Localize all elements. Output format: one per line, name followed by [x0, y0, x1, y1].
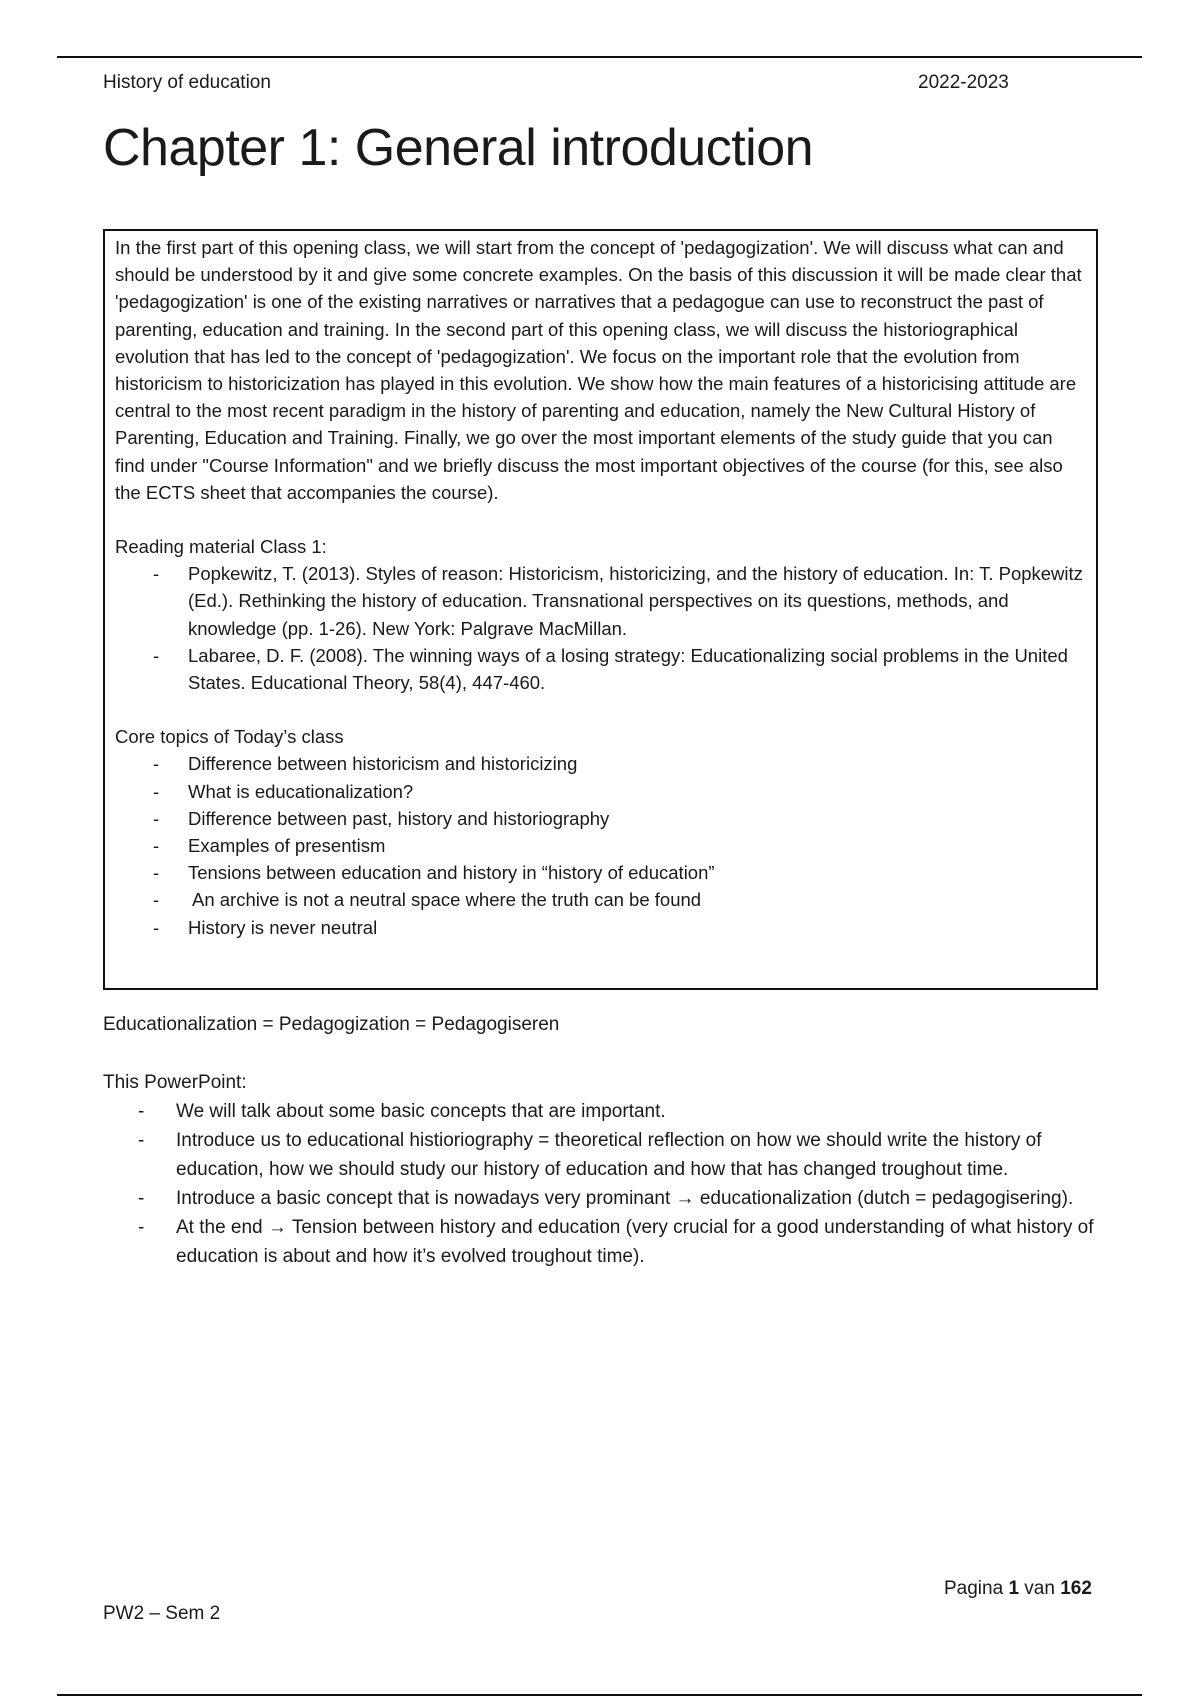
core-topic-item: - History is never neutral: [115, 914, 1087, 941]
powerpoint-item: - We will talk about some basic concepts that are important.: [103, 1097, 1103, 1126]
header-rule: [57, 56, 1142, 58]
core-topic-item: - Tensions between education and history in “history of education”: [115, 859, 1087, 886]
powerpoint-list: [103, 1097, 1103, 1271]
core-topic-item: - Difference between historicism and historicizing: [115, 750, 1087, 777]
header-course: History of education: [103, 72, 271, 93]
page-number: [944, 1578, 1092, 1600]
reading-list: [115, 560, 1087, 696]
core-topics-heading: Core topics of Today’s class: [115, 726, 344, 748]
header-year: 2022-2023: [918, 72, 1009, 93]
core-topic-item: - Difference between past, history and historiography: [115, 805, 1087, 832]
footer-rule: [57, 1694, 1142, 1696]
page-total: 162: [1060, 1578, 1092, 1599]
core-topic-item: - Examples of presentism: [115, 832, 1087, 859]
core-topics-list: [115, 750, 1087, 940]
powerpoint-item: - Introduce a basic concept that is nowadays very prominant → educationalization (dutch = pedagogisering).: [103, 1184, 1103, 1213]
powerpoint-heading: This PowerPoint:: [103, 1072, 247, 1093]
summary-intro: In the first part of this opening class, we will start from the concept of 'pedagogization'. We will discuss what can and should be understood by it and give some concrete examples. On the basis of this discussion it will be made clear that 'pedagogization' is one of the existing narratives or narratives that a pedagogue can use to reconstruct the past of parenting, education and training. In the second part of this opening class, we will discuss the historiographical evolution that has led to the concept of 'pedagogization'. We focus on the important role that the evolution from historicism to historicization has played in this evolution. We show how the main features of a historicising attitude are central to the most recent paradigm in the history of parenting and education, namely the New Cultural History of Parenting, Education and Training. Finally, we go over the most important elements of the study guide that you can find under "Course Information" and we briefly discuss the most important objectives of the course (for this, see also the ECTS sheet that accompanies the course).: [115, 237, 1082, 503]
powerpoint-notes: [103, 1068, 1103, 1271]
reading-item: - Popkewitz, T. (2013). Styles of reason: Historicism, historicizing, and the history of education. In: T. Popkewitz (Ed.). Rethinking the history of education. Transnational perspectives on its questions, methods, and knowledge (pp. 1-26). New York: Palgrave MacMillan.: [115, 560, 1087, 642]
chapter-summary-box: [103, 229, 1098, 990]
footer-label: PW2 – Sem 2: [103, 1603, 221, 1624]
reading-item: - Labaree, D. F. (2008). The winning ways of a losing strategy: Educationalizing social problems in the United States. Educational Theory, 58(4), 447-460.: [115, 642, 1087, 696]
powerpoint-item: - Introduce us to educational histioriography = theoretical reflection on how we should write the history of education, how we should study our history of education and how that has changed troughout time.: [103, 1126, 1103, 1184]
reading-heading: Reading material Class 1:: [115, 536, 327, 558]
page-middle: van: [1019, 1578, 1061, 1599]
educationalization-equivalence: Educationalization = Pedagogization = Pedagogiseren: [103, 1014, 560, 1035]
core-topic-item: - What is educationalization?: [115, 778, 1087, 805]
core-topic-item: - An archive is not a neutral space where the truth can be found: [115, 886, 1087, 913]
powerpoint-item: - At the end → Tension between history and education (very crucial for a good understanding of what history of education is about and how it’s evolved troughout time).: [103, 1213, 1103, 1271]
page-current: 1: [1008, 1578, 1020, 1599]
page-prefix: Pagina: [944, 1578, 1009, 1599]
page-title: Chapter 1: General introduction: [103, 119, 814, 177]
